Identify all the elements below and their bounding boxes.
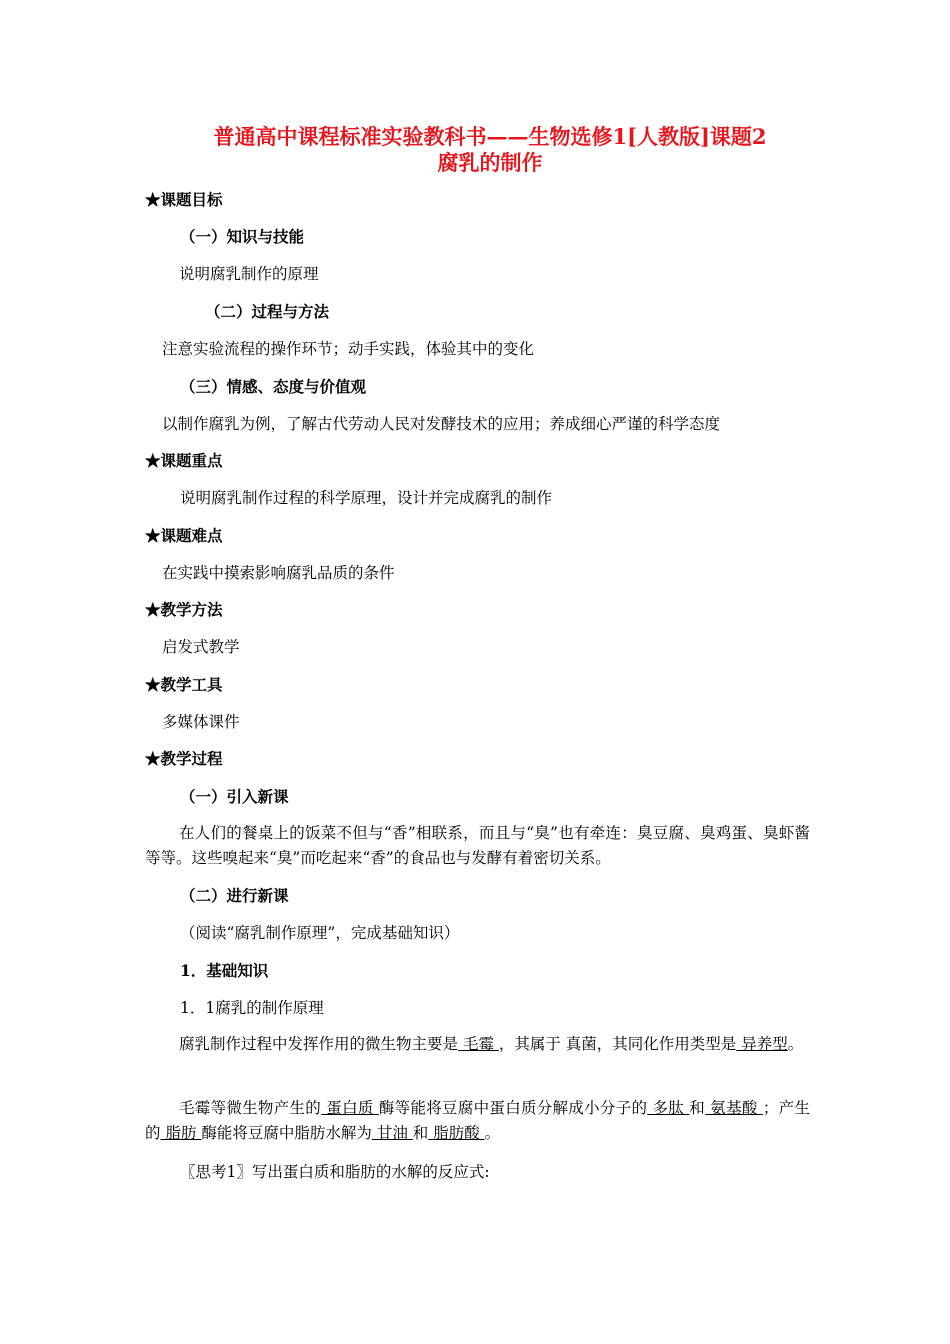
new-lesson-heading: （二）进行新课 [180,886,289,905]
process-method-text: 注意实验流程的操作环节；动手实践，体验其中的变化 [162,340,535,358]
reading-note: （阅读“腐乳制作原理”，完成基础知识） [180,924,460,942]
method-text: 启发式教学 [162,638,240,656]
method-heading: ★教学方法 [145,600,223,619]
attitude-heading: （三）情感、态度与价值观 [180,377,367,396]
knowledge-text: 说明腐乳制作的原理 [179,265,319,283]
key-point-heading: ★课题重点 [145,451,223,470]
difficulty-text: 在实践中摸索影响腐乳品质的条件 [162,564,395,582]
basic-knowledge-heading: 1．基础知识 [180,961,269,980]
intro-paragraph: 在人们的餐桌上的饭菜不但与“香”相联系，而且与“臭”也有牵连：臭豆腐、臭鸡蛋、臭虾酱等等。这些嗅起来“臭”而吃起来“香”的食品也与发酵有着密切关系。 [145,824,810,867]
attitude-text: 以制作腐乳为例，了解古代劳动人民对发酵技术的应用；养成细心严谨的科学态度 [162,415,721,433]
title-line-2: 腐乳的制作 [437,150,543,175]
principle-heading: 1．1腐乳的制作原理 [180,999,324,1017]
blank-answer: 氨基酸 [705,1099,763,1117]
think-question-1: 〖思考1〗写出蛋白质和脂肪的水解的反应式: [180,1163,490,1181]
blank-answer: 蛋白质 [321,1099,379,1117]
goals-heading: ★课题目标 [145,190,223,209]
key-point-text: 说明腐乳制作过程的科学原理，设计并完成腐乳的制作 [180,489,553,507]
blank-answer: 甘油 [371,1124,413,1142]
teaching-process-heading: ★教学过程 [145,749,223,768]
blank-answer: 异养型 [736,1035,788,1053]
tools-heading: ★教学工具 [145,675,223,694]
process-method-heading: （二）过程与方法 [205,302,330,321]
document-title [140,124,840,176]
intro-heading: （一）引入新课 [180,787,289,806]
blank-answer: 多肽 [647,1099,690,1117]
knowledge-heading: （一）知识与技能 [180,227,305,246]
difficulty-heading: ★课题难点 [145,526,223,545]
tools-text: 多媒体课件 [162,713,240,731]
blank-answer: 脂肪 [160,1124,202,1142]
fill-paragraph-2: 毛霉等微生物产生的 蛋白质 酶等能将豆腐中蛋白质分解成小分子的 多肽 和 氨基酸 ；产生的 脂肪 酶能将豆腐中脂肪水解为 甘油 和 脂肪酸 。 [145,1099,810,1142]
fill-paragraph-1: 腐乳制作过程中发挥作用的微生物主要是 毛霉 ，其属于 真菌，其同化作用类型是 异养型。 [179,1035,804,1053]
blank-answer: 脂肪酸 [428,1124,485,1142]
title-line-1: 普通高中课程标准实验教科书——生物选修1[人教版]课题2 [213,124,767,149]
blank-answer: 毛霉 [458,1035,499,1053]
